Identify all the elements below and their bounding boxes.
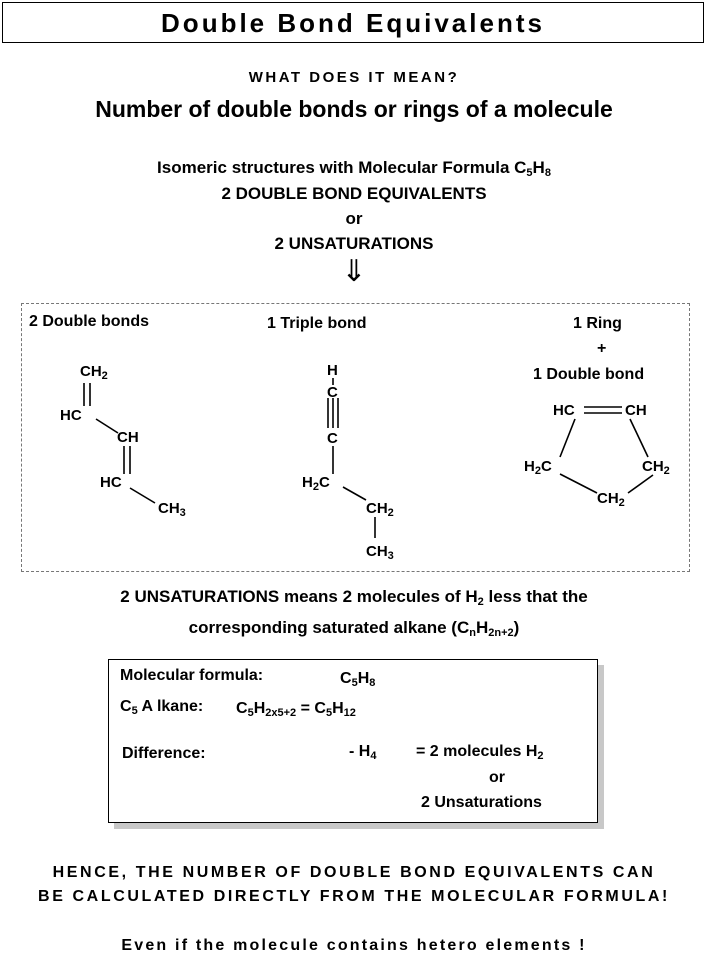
explanation-text: H xyxy=(475,618,489,637)
molecular-formula-value xyxy=(340,670,375,688)
atom-sub: 2 xyxy=(101,370,108,382)
calc-text: C xyxy=(314,700,326,717)
atom-ch2-bottom-ring xyxy=(597,490,625,507)
conclusion-line-2: BE CALCULATED DIRECTLY FROM THE MOLECULAR FORMULA! xyxy=(38,888,670,905)
atom-hc-1: HC xyxy=(60,407,82,424)
explanation-text: ) xyxy=(513,618,520,637)
calc-sub: 5 xyxy=(351,677,358,689)
unsaturations-line: 2 UNSATURATIONS xyxy=(274,234,434,253)
atom-hc-2: HC xyxy=(100,474,122,491)
down-arrow-icon: ⇓ xyxy=(341,255,367,288)
calc-sub: 4 xyxy=(370,750,377,762)
formula-h-sub: 8 xyxy=(544,167,551,179)
explanation-text: less that the xyxy=(483,587,588,606)
explanation-text: 2 UNSATURATIONS means 2 molecules of H xyxy=(120,587,478,606)
or-line: or xyxy=(345,209,363,228)
atom-sub: 2 xyxy=(312,481,319,493)
conclusion-line-1: HENCE, THE NUMBER OF DOUBLE BOND EQUIVALENTS CAN xyxy=(52,864,656,881)
page-title: Double Bond Equivalents xyxy=(161,8,545,38)
atom-text: H xyxy=(524,458,535,475)
atom-sub: 2 xyxy=(387,507,394,519)
atom-ch-ring: CH xyxy=(625,402,647,419)
bond-hc-h2c-ring xyxy=(560,419,575,457)
molecular-formula-label: Molecular formula: xyxy=(120,667,264,684)
atom-text: CH xyxy=(366,500,388,517)
atom-h2c-ring xyxy=(524,458,552,475)
atom-text: CH xyxy=(642,458,664,475)
calc-sub: 5 xyxy=(247,707,254,719)
atom-text: C xyxy=(318,474,330,491)
formula-h: H xyxy=(532,158,545,177)
hetero-note: Even if the molecule contains hetero elements ! xyxy=(121,937,587,954)
calc-text: C xyxy=(340,670,352,687)
result-line xyxy=(416,743,544,761)
label-triple-bond: 1 Triple bond xyxy=(267,315,367,332)
calc-sub: 2 xyxy=(537,750,544,762)
isomeric-text: Isomeric structures with Molecular Formula C xyxy=(157,158,527,177)
calc-sub: 8 xyxy=(369,677,376,689)
bond-ch2r-ch2b-ring xyxy=(628,475,653,493)
atom-ch: CH xyxy=(117,429,139,446)
alkane-expression xyxy=(236,700,356,718)
calc-text: H xyxy=(253,700,266,717)
calc-text: = xyxy=(296,700,315,717)
label-ring: 1 Ring xyxy=(573,315,622,332)
atom-text: H xyxy=(302,474,313,491)
atom-hc-ring: HC xyxy=(553,402,575,419)
formula-c-sub: 5 xyxy=(526,167,533,179)
label-plus: + xyxy=(597,340,607,357)
difference-label: Difference: xyxy=(122,745,206,762)
explanation-line-1 xyxy=(0,587,708,607)
atom-ch2-right-ring xyxy=(642,458,670,475)
calc-text: C xyxy=(120,698,132,715)
atom-text: C xyxy=(540,458,552,475)
atom-sub: 3 xyxy=(387,550,394,562)
atom-ch2 xyxy=(80,363,108,380)
explanation-sub: 2n+2 xyxy=(488,627,514,639)
atom-c-1: C xyxy=(327,384,338,401)
calc-text: - H xyxy=(349,743,371,760)
atom-ch3 xyxy=(366,543,394,560)
atom-h: H xyxy=(327,362,338,379)
calc-text: H xyxy=(357,670,370,687)
calc-sub: 2x5+2 xyxy=(265,707,297,719)
calc-text: = 2 molecules H xyxy=(416,743,538,760)
label-ring-double-bond: 1 Double bond xyxy=(533,366,645,383)
question-heading: WHAT DOES IT MEAN? xyxy=(248,69,460,86)
atom-text: CH xyxy=(80,363,102,380)
calc-sub: 12 xyxy=(343,707,356,719)
result-unsaturations: 2 Unsaturations xyxy=(421,794,542,811)
difference-value xyxy=(349,743,376,761)
bond-ch-ch2r-ring xyxy=(630,419,648,457)
answer-heading: Number of double bonds or rings of a molecule xyxy=(95,96,613,122)
calc-sub: 5 xyxy=(131,705,138,717)
calc-text: H xyxy=(332,700,344,717)
atom-sub: 2 xyxy=(618,497,625,509)
bond-h2c-ch2b-ring xyxy=(560,474,597,493)
atom-text: CH xyxy=(597,490,619,507)
explanation-sub: 2 xyxy=(477,596,484,608)
calc-text: A lkane: xyxy=(137,698,204,715)
atom-text: CH xyxy=(158,500,180,517)
atom-h2c xyxy=(302,474,330,491)
bond-hc-ch xyxy=(96,419,118,433)
explanation-sub: n xyxy=(469,627,476,639)
calc-sub: 5 xyxy=(325,707,333,719)
atom-ch2 xyxy=(366,500,394,517)
atom-sub: 2 xyxy=(663,465,670,477)
result-or: or xyxy=(489,769,505,786)
atom-ch3 xyxy=(158,500,186,517)
label-double-bonds: 2 Double bonds xyxy=(29,313,149,330)
atom-sub: 3 xyxy=(179,507,186,519)
atom-c-2: C xyxy=(327,430,338,447)
calc-text: C xyxy=(236,700,248,717)
dbe-line: 2 DOUBLE BOND EQUIVALENTS xyxy=(221,184,487,203)
explanation-line-2 xyxy=(0,618,708,638)
bond-hc-ch3 xyxy=(130,488,155,503)
explanation-text: corresponding saturated alkane (C xyxy=(188,618,470,637)
alkane-label xyxy=(120,698,203,716)
atom-sub: 2 xyxy=(534,465,541,477)
atom-text: CH xyxy=(366,543,388,560)
bond-h2c-ch2 xyxy=(343,487,366,500)
